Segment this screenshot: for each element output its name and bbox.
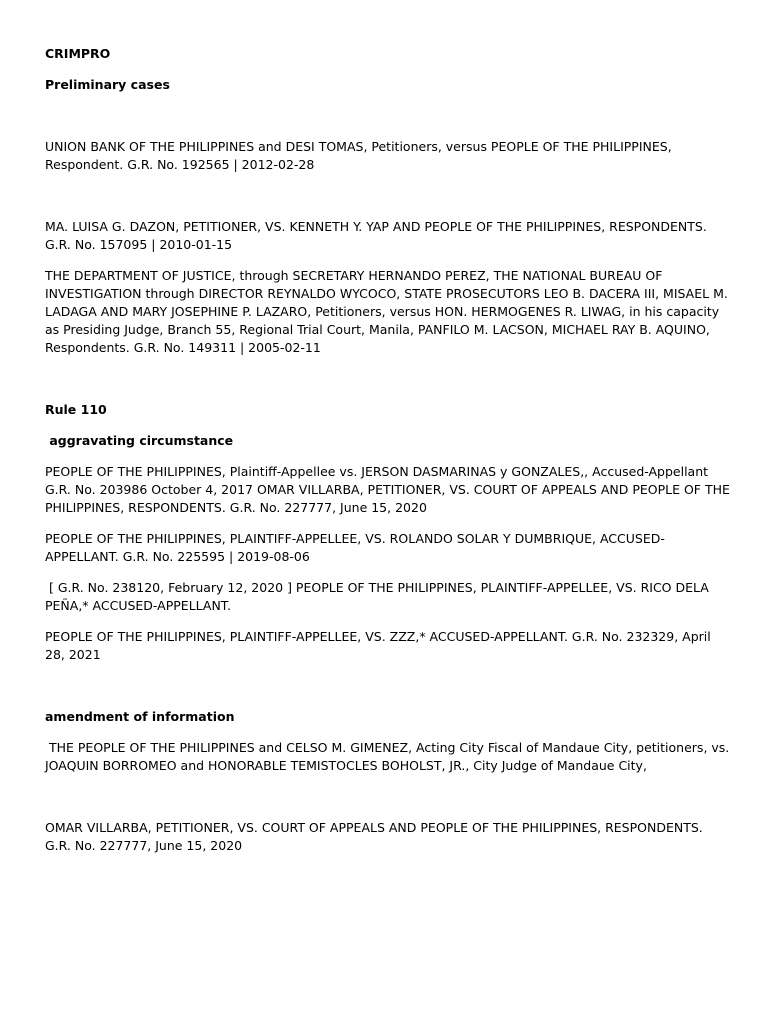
case-citation: THE DEPARTMENT OF JUSTICE, through SECRETARY HERNANDO PEREZ, THE NATIONAL BUREAU OF INVESTIGATION through DIRECTOR REYNALDO WYCOCO, STATE PROSECUTORS LEO B. DACERA III, MISAEL M. LADAGA AND MARY JOSEPHINE P. LAZARO, Petitioners, versus HON. HERMOGENES R. LIWAG, in his capacity as Presiding Judge, Branch 55, Regional Trial Court, Manila, PANFILO M. LACSON, MICHAEL RAY B. AQUINO, Respondents. G.R. No. 149311 | 2005-02-11 [45, 268, 728, 355]
section-heading-preliminary-cases: Preliminary cases [45, 77, 170, 92]
case-citation: PEOPLE OF THE PHILIPPINES, PLAINTIFF-APPELLEE, VS. ROLANDO SOLAR Y DUMBRIQUE, ACCUSED-APPELLANT. G.R. No. 225595 | 2019-08-06 [45, 531, 665, 564]
case-citation: UNION BANK OF THE PHILIPPINES and DESI TOMAS, Petitioners, versus PEOPLE OF THE PHILIPPINES, Respondent. G.R. No. 192565 | 2012-02-28 [45, 139, 672, 172]
subheading-aggravating-circumstance: aggravating circumstance [45, 433, 234, 448]
case-citation: PEOPLE OF THE PHILIPPINES, Plaintiff-Appellee vs. JERSON DASMARINAS y GONZALES,, Accused-Appellant G.R. No. 203986 October 4, 2017 OMAR VILLARBA, PETITIONER, VS. COURT OF APPEALS AND PEOPLE OF THE PHILIPPINES, RESPONDENTS. G.R. No. 227777, June 15, 2020 [45, 464, 730, 515]
case-citation: MA. LUISA G. DAZON, PETITIONER, VS. KENNETH Y. YAP AND PEOPLE OF THE PHILIPPINES, RESPONDENTS. G.R. No. 157095 | 2010-01-15 [45, 219, 707, 252]
case-citation: THE PEOPLE OF THE PHILIPPINES and CELSO M. GIMENEZ, Acting City Fiscal of Mandaue City, petitioners, vs. JOAQUIN BORROMEO and HONORABLE TEMISTOCLES BOHOLST, JR., City Judge of Mandaue City, [45, 740, 734, 773]
case-citation: OMAR VILLARBA, PETITIONER, VS. COURT OF APPEALS AND PEOPLE OF THE PHILIPPINES, RESPONDENTS. G.R. No. 227777, June 15, 2020 [45, 820, 703, 853]
document-page [45, 45, 734, 855]
case-citation: PEOPLE OF THE PHILIPPINES, PLAINTIFF-APPELLEE, VS. ZZZ,* ACCUSED-APPELLANT. G.R. No. 232329, April 28, 2021 [45, 629, 711, 662]
document-title: CRIMPRO [45, 46, 111, 61]
section-heading-amendment-of-information: amendment of information [45, 709, 235, 724]
section-heading-rule-110: Rule 110 [45, 402, 107, 417]
case-citation: [ G.R. No. 238120, February 12, 2020 ] PEOPLE OF THE PHILIPPINES, PLAINTIFF-APPELLEE, VS. RICO DELA PEÑA,* ACCUSED-APPELLANT. [45, 580, 713, 613]
